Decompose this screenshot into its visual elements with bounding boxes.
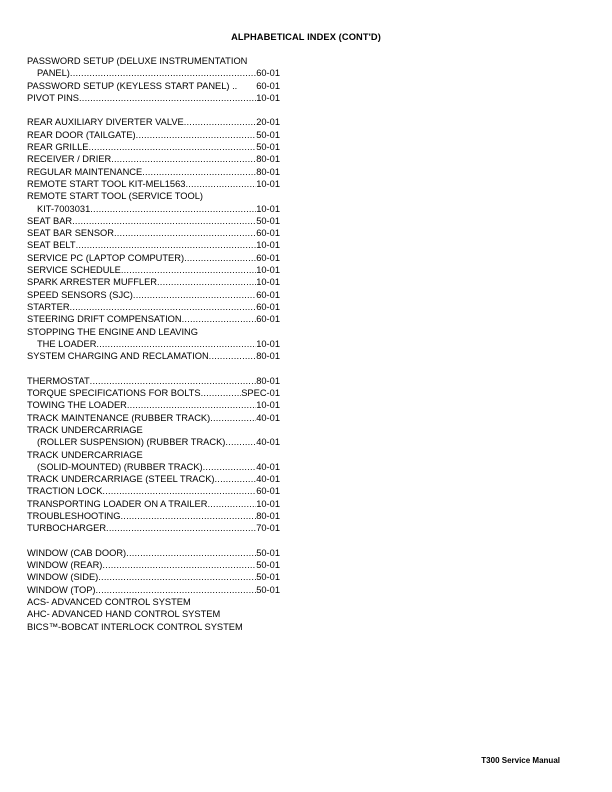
index-entry <box>27 227 280 239</box>
index-entry <box>27 449 280 474</box>
entry-page-number: 50-01 <box>256 572 280 583</box>
index-entry <box>27 547 280 559</box>
entry-title: REGULAR MAINTENANCE <box>27 166 143 177</box>
entry-title: PANEL) <box>37 68 70 79</box>
index-entry <box>27 313 280 325</box>
dot-leader <box>102 485 256 497</box>
entry-page-number: 10-01 <box>256 265 280 276</box>
entry-page-number: 80-01 <box>256 510 280 521</box>
abbreviation-list <box>27 596 243 633</box>
entry-title-line: REMOTE START TOOL (SERVICE TOOL) <box>27 191 203 202</box>
index-entry <box>27 387 280 399</box>
index-entry <box>27 166 280 178</box>
entry-title-line: TRACK UNDERCARRIAGE <box>27 449 143 460</box>
dot-leader <box>126 547 256 559</box>
entry-page-number: 80-01 <box>256 375 280 386</box>
entry-page-number: 10-01 <box>256 400 280 411</box>
entry-page-number: 20-01 <box>256 117 280 128</box>
entry-title: PASSWORD SETUP (KEYLESS START PANEL) .. <box>27 80 238 91</box>
entry-title: (ROLLER SUSPENSION) (RUBBER TRACK) <box>37 437 226 448</box>
entry-page-number: 50-01 <box>256 584 280 595</box>
dot-leader <box>136 129 257 141</box>
entry-page-number: 50-01 <box>256 215 280 226</box>
group-spacer <box>27 104 280 116</box>
entry-page-number: 60-01 <box>256 314 280 325</box>
entry-page-number: 10-01 <box>256 277 280 288</box>
entry-page-number: 10-01 <box>256 240 280 251</box>
entry-page-number: 10-01 <box>256 178 280 189</box>
index-entry <box>27 584 280 596</box>
entry-page-number: 60-01 <box>256 486 280 497</box>
entry-title: SPARK ARRESTER MUFFLER <box>27 277 158 288</box>
entry-page-number: 40-01 <box>256 412 280 423</box>
dot-leader <box>142 166 256 178</box>
dot-leader <box>121 264 256 276</box>
entry-title: TURBOCHARGER <box>27 523 107 534</box>
entry-title: REAR DOOR (TAILGATE) <box>27 129 136 140</box>
entry-page-number: 10-01 <box>256 203 280 214</box>
entry-title: TRACTION LOCK <box>27 486 103 497</box>
dot-leader <box>121 510 257 522</box>
entry-title: STEERING DRIFT COMPENSATION <box>27 314 182 325</box>
index-entry <box>27 350 280 362</box>
dot-leader <box>225 436 256 448</box>
entry-page-number: 50-01 <box>256 560 280 571</box>
dot-leader <box>79 92 256 104</box>
index-entry <box>27 571 280 583</box>
dot-leader <box>98 571 256 583</box>
entry-title-line: STOPPING THE ENGINE AND LEAVING <box>27 326 199 337</box>
dot-leader <box>111 153 256 165</box>
entry-title: SYSTEM CHARGING AND RECLAMATION <box>27 351 209 362</box>
entry-page-number: 10-01 <box>256 92 280 103</box>
index-entry <box>27 264 280 276</box>
dot-leader <box>76 239 257 251</box>
index-entry <box>27 80 280 92</box>
index-entry <box>27 522 280 534</box>
dot-leader <box>203 461 257 473</box>
entry-title: PIVOT PINS <box>27 92 80 103</box>
group-spacer <box>27 362 280 374</box>
entry-title: SEAT BELT <box>27 240 76 251</box>
index-entry <box>27 129 280 141</box>
entry-title: WINDOW (REAR) <box>27 560 103 571</box>
entry-title: TORQUE SPECIFICATIONS FOR BOLTS <box>27 388 201 399</box>
entry-title: THE LOADER <box>37 338 97 349</box>
dot-leader <box>207 498 256 510</box>
index-entry <box>27 190 280 215</box>
entry-page-number: 60-01 <box>256 68 280 79</box>
index-entry <box>27 301 280 313</box>
entry-title: REAR GRILLE <box>27 142 89 153</box>
index-entry <box>27 485 280 497</box>
abbreviation-item: BICS™-BOBCAT INTERLOCK CONTROL SYSTEM <box>27 621 243 632</box>
entry-title: TRACK MAINTENANCE (RUBBER TRACK) <box>27 412 211 423</box>
group-spacer <box>27 535 280 547</box>
entry-title: WINDOW (SIDE) <box>27 572 99 583</box>
footer-manual-title: T300 Service Manual <box>481 756 560 765</box>
dot-leader <box>96 338 256 350</box>
entry-title: REAR AUXILIARY DIVERTER VALVE <box>27 117 184 128</box>
index-entry <box>27 252 280 264</box>
dot-leader <box>185 178 256 190</box>
index-entry <box>27 424 280 449</box>
entry-title: SERVICE PC (LAPTOP COMPUTER) <box>27 252 185 263</box>
entry-title: TOWING THE LOADER <box>27 400 127 411</box>
dot-leader <box>114 227 256 239</box>
entry-page-number: 80-01 <box>256 154 280 165</box>
dot-leader <box>182 313 257 325</box>
entry-title: TRANSPORTING LOADER ON A TRAILER <box>27 498 208 509</box>
index-entry <box>27 559 280 571</box>
entry-page-number: 50-01 <box>256 129 280 140</box>
dot-leader <box>209 350 257 362</box>
alphabetical-index <box>27 55 280 596</box>
entry-title: REMOTE START TOOL KIT-MEL1563 <box>27 178 186 189</box>
dot-leader <box>184 252 256 264</box>
dot-leader <box>70 67 256 79</box>
index-entry <box>27 178 280 190</box>
entry-title: SEAT BAR <box>27 215 73 226</box>
entry-title-line: TRACK UNDERCARRIAGE <box>27 424 143 435</box>
index-entry <box>27 141 280 153</box>
index-entry <box>27 116 280 128</box>
abbreviation-item: ACS- ADVANCED CONTROL SYSTEM <box>27 597 191 607</box>
index-entry <box>27 510 280 522</box>
dot-leader <box>102 559 256 571</box>
entry-page-number: 40-01 <box>256 474 280 485</box>
abbreviation-item: AHC- ADVANCED HAND CONTROL SYSTEM <box>27 609 221 620</box>
entry-page-number: SPEC-01 <box>241 388 280 399</box>
entry-title: KIT-7003031 <box>37 203 91 214</box>
dot-leader <box>106 522 256 534</box>
entry-page-number: 50-01 <box>256 547 280 558</box>
dot-leader <box>70 301 257 313</box>
index-entry <box>27 498 280 510</box>
index-entry <box>27 153 280 165</box>
entry-page-number: 70-01 <box>256 523 280 534</box>
entry-page-number: 60-01 <box>256 80 280 91</box>
entry-page-number: 40-01 <box>256 461 280 472</box>
dot-leader <box>127 399 256 411</box>
index-entry <box>27 289 280 301</box>
entry-page-number: 60-01 <box>256 301 280 312</box>
index-entry <box>27 92 280 104</box>
dot-leader <box>215 473 257 485</box>
page-title: ALPHABETICAL INDEX (CONT'D) <box>231 32 381 42</box>
dot-leader <box>72 215 256 227</box>
entry-title: WINDOW (CAB DOOR) <box>27 547 127 558</box>
dot-leader <box>201 387 242 399</box>
entry-page-number: 60-01 <box>256 252 280 263</box>
entry-page-number: 80-01 <box>256 166 280 177</box>
entry-title: RECEIVER / DRIER <box>27 154 112 165</box>
entry-page-number: 10-01 <box>256 498 280 509</box>
entry-page-number: 60-01 <box>256 228 280 239</box>
index-entry <box>27 326 280 351</box>
entry-page-number: 60-01 <box>256 289 280 300</box>
entry-title: SPEED SENSORS (SJC) <box>27 289 133 300</box>
entry-title-line: PASSWORD SETUP (DELUXE INSTRUMENTATION <box>27 56 248 66</box>
entry-page-number: 50-01 <box>256 142 280 153</box>
dot-leader <box>133 289 256 301</box>
dot-leader <box>96 584 257 596</box>
dot-leader <box>184 116 256 128</box>
index-entry <box>27 215 280 227</box>
dot-leader <box>90 375 257 387</box>
entry-title: WINDOW (TOP) <box>27 584 96 595</box>
index-entry <box>27 239 280 251</box>
entry-title: SERVICE SCHEDULE <box>27 265 121 276</box>
dot-leader <box>157 276 256 288</box>
index-entry <box>27 276 280 288</box>
index-entry <box>27 375 280 387</box>
entry-page-number: 80-01 <box>256 351 280 362</box>
entry-title: TROUBLESHOOTING <box>27 510 121 521</box>
entry-title: TRACK UNDERCARRIAGE (STEEL TRACK) <box>27 474 215 485</box>
entry-title: THERMOSTAT <box>27 375 90 386</box>
entry-title: SEAT BAR SENSOR <box>27 228 114 239</box>
dot-leader <box>210 412 256 424</box>
dot-leader <box>90 203 256 215</box>
entry-page-number: 40-01 <box>256 437 280 448</box>
index-entry <box>27 399 280 411</box>
index-entry <box>27 412 280 424</box>
index-entry <box>27 473 280 485</box>
entry-title: STARTER <box>27 301 70 312</box>
index-entry <box>27 55 280 80</box>
entry-title: (SOLID-MOUNTED) (RUBBER TRACK) <box>37 461 203 472</box>
dot-leader <box>88 141 256 153</box>
entry-page-number: 10-01 <box>256 338 280 349</box>
